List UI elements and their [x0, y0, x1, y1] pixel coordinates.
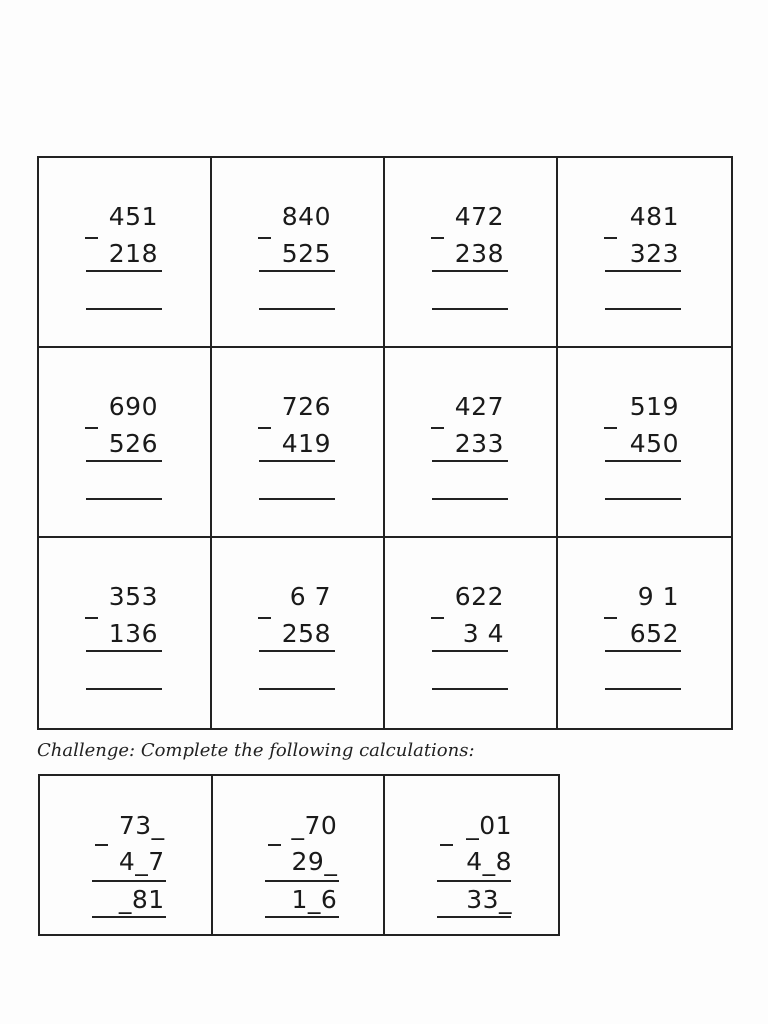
minuend: 622 [454, 582, 504, 611]
minus-sign [258, 617, 271, 619]
sum-line [432, 270, 508, 272]
sum-line [265, 880, 339, 882]
problem-cell [39, 348, 212, 538]
problem-cell [212, 348, 385, 538]
sum-line [86, 270, 162, 272]
minuend: 519 [629, 392, 679, 421]
answer-line[interactable] [605, 308, 681, 310]
problem-cell [39, 538, 212, 728]
sum-line [259, 650, 335, 652]
minus-sign [431, 427, 444, 429]
minus-sign [268, 844, 281, 846]
minus-sign [604, 617, 617, 619]
answer-line[interactable] [605, 498, 681, 500]
minus-sign [431, 237, 444, 239]
subtraction-grid [37, 156, 733, 730]
challenge-result: _81 [118, 885, 165, 914]
challenge-result: 1_6 [291, 885, 338, 914]
subtrahend: 652 [629, 619, 679, 648]
challenge-minuend: _70 [291, 811, 338, 840]
problem-cell [558, 538, 731, 728]
problem-cell [212, 538, 385, 728]
bottom-line [265, 916, 339, 918]
sum-line [432, 460, 508, 462]
minuend: 451 [108, 202, 158, 231]
minus-sign [85, 427, 98, 429]
subtrahend: 136 [108, 619, 158, 648]
challenge-grid [38, 774, 560, 936]
problem-cell [385, 348, 558, 538]
minuend: 353 [108, 582, 158, 611]
problem-cell [558, 348, 731, 538]
sum-line [605, 650, 681, 652]
sum-line [92, 880, 166, 882]
sum-line [86, 460, 162, 462]
challenge-result: 33_ [466, 885, 512, 914]
minuend: 427 [454, 392, 504, 421]
answer-line[interactable] [259, 688, 335, 690]
challenge-label: Challenge: Complete the following calculations: [37, 740, 475, 761]
subtrahend: 323 [629, 239, 679, 268]
subtrahend: 258 [281, 619, 331, 648]
problem-cell [39, 158, 212, 348]
sum-line [437, 880, 511, 882]
sum-line [86, 650, 162, 652]
sum-line [259, 460, 335, 462]
minus-sign [440, 844, 453, 846]
bottom-line [92, 916, 166, 918]
challenge-subtrahend: 4_7 [118, 847, 165, 876]
sum-line [605, 270, 681, 272]
answer-line[interactable] [432, 688, 508, 690]
minuend: 481 [629, 202, 679, 231]
minuend: 726 [281, 392, 331, 421]
answer-line[interactable] [86, 688, 162, 690]
sum-line [605, 460, 681, 462]
answer-line[interactable] [432, 308, 508, 310]
subtrahend: 3 4 [462, 619, 504, 648]
answer-line[interactable] [259, 308, 335, 310]
answer-line[interactable] [86, 498, 162, 500]
answer-line[interactable] [432, 498, 508, 500]
challenge-cell [385, 776, 558, 934]
minus-sign [431, 617, 444, 619]
minus-sign [85, 617, 98, 619]
answer-line[interactable] [86, 308, 162, 310]
minuend: 690 [108, 392, 158, 421]
subtrahend: 218 [108, 239, 158, 268]
challenge-cell [40, 776, 213, 934]
sum-line [432, 650, 508, 652]
challenge-minuend: 73_ [118, 811, 165, 840]
problem-cell [558, 158, 731, 348]
minuend: 9 1 [637, 582, 679, 611]
subtrahend: 525 [281, 239, 331, 268]
minus-sign [85, 237, 98, 239]
subtrahend: 450 [629, 429, 679, 458]
answer-line[interactable] [605, 688, 681, 690]
subtrahend: 233 [454, 429, 504, 458]
challenge-cell [213, 776, 386, 934]
minus-sign [258, 237, 271, 239]
answer-line[interactable] [259, 498, 335, 500]
problem-cell [212, 158, 385, 348]
minuend: 6 7 [289, 582, 331, 611]
challenge-subtrahend: 29_ [291, 847, 338, 876]
sum-line [259, 270, 335, 272]
minus-sign [604, 427, 617, 429]
subtrahend: 419 [281, 429, 331, 458]
subtrahend: 526 [108, 429, 158, 458]
bottom-line [437, 916, 511, 918]
minuend: 472 [454, 202, 504, 231]
minus-sign [258, 427, 271, 429]
challenge-minuend: _01 [466, 811, 512, 840]
subtrahend: 238 [454, 239, 504, 268]
challenge-subtrahend: 4_8 [466, 847, 512, 876]
minus-sign [604, 237, 617, 239]
problem-cell [385, 538, 558, 728]
minuend: 840 [281, 202, 331, 231]
minus-sign [95, 844, 108, 846]
problem-cell [385, 158, 558, 348]
